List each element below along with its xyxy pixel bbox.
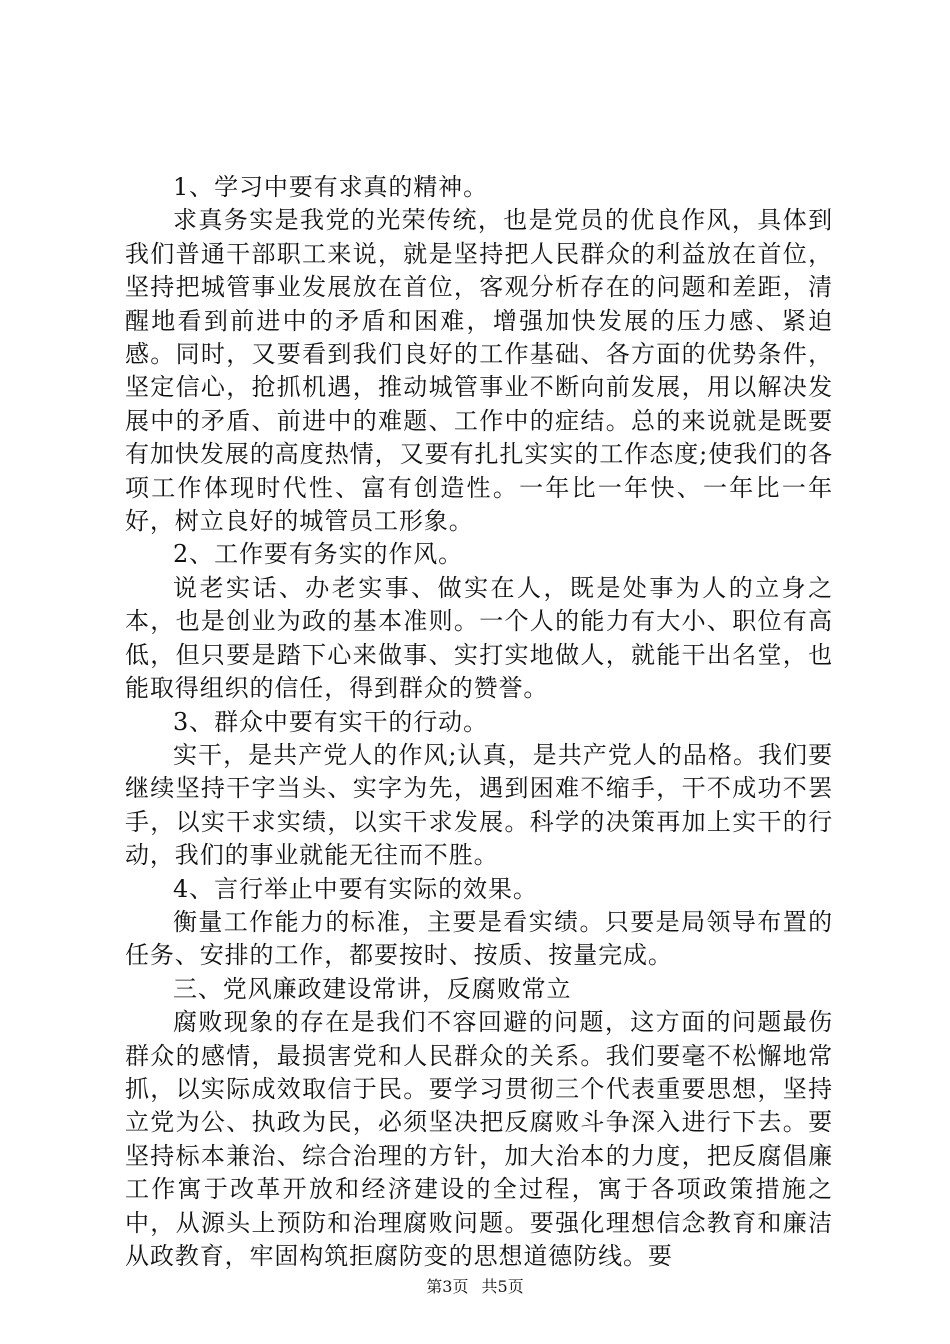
page-footer (0, 1277, 950, 1297)
heading-1-seek-truth: 1、学习中要有求真的精神。 (173, 173, 488, 201)
heading-2-practical-style: 2、工作要有务实的作风。 (173, 540, 464, 569)
paragraph-effect: 衡量工作能力的标准，主要是看实绩。只要是局领导布置的任务、安排的工作，都要按时、按质、按量完成。 (125, 907, 833, 970)
paragraph-practical-style: 说老实话、办老实事、做实在人，既是处事为人的立身之本，也是创业为政的基本准则。一个人的能力有大小、职位有高低，但只要是踏下心来做事、实打实地做人，就能干出名堂，也能取得组织的信任，得到群众的赞誉。 (125, 573, 833, 703)
page-total: 共5页 (481, 1277, 524, 1296)
page-number: 第3页 (426, 1277, 469, 1296)
paragraph-action: 实干，是共产党人的作风;认真，是共产党人的品格。我们要继续坚持干字当头、实字为先，遇到困难不缩手，干不成功不罢手，以实干求实绩，以实干求发展。科学的决策再加上实干的行动，我们的事业就能无往而不胜。 (125, 740, 833, 870)
section-heading-anticorruption: 三、党风廉政建设常讲，反腐败常立 (173, 974, 572, 1003)
paragraph-seek-truth: 求真务实是我党的光荣传统，也是党员的优良作风，具体到我们普通干部职工来说，就是坚持把人民群众的利益放在首位，坚持把城管事业发展放在首位，客观分析存在的问题和差距，清醒地看到前进中的矛盾和困难，增强加快发展的压力感、紧迫感。同时，又要看到我们良好的工作基础、各方面的优势条件，坚定信心，抢抓机遇，推动城管事业不断向前发展，用以解决发展中的矛盾、前进中的难题、工作中的症结。总的来说就是既要有加快发展的高度热情，又要有扎扎实实的工作态度;使我们的各项工作体现时代性、富有创造性。一年比一年快、一年比一年好，树立良好的城管员工形象。 (125, 206, 833, 536)
heading-3-action: 3、群众中要有实干的行动。 (173, 707, 488, 736)
paragraph-anticorruption: 腐败现象的存在是我们不容回避的问题，这方面的问题最伤群众的感情，最损害党和人民群众的关系。我们要毫不松懈地常抓，以实际成效取信于民。要学习贯彻三个代表重要思想，坚持立党为公、执政为民，必须坚决把反腐败斗争深入进行下去。要坚持标本兼治、综合治理的方针，加大治本的力度，把反腐倡廉工作寓于改革开放和经济建设的全过程，寓于各项政策措施之中，从源头上预防和治理腐败问题。要强化理想信念教育和廉洁从政教育，牢固构筑拒腐防变的思想道德防线。要 (125, 1008, 833, 1270)
heading-4-effect: 4、言行举止中要有实际的效果。 (173, 874, 538, 903)
document-body (125, 171, 833, 1273)
